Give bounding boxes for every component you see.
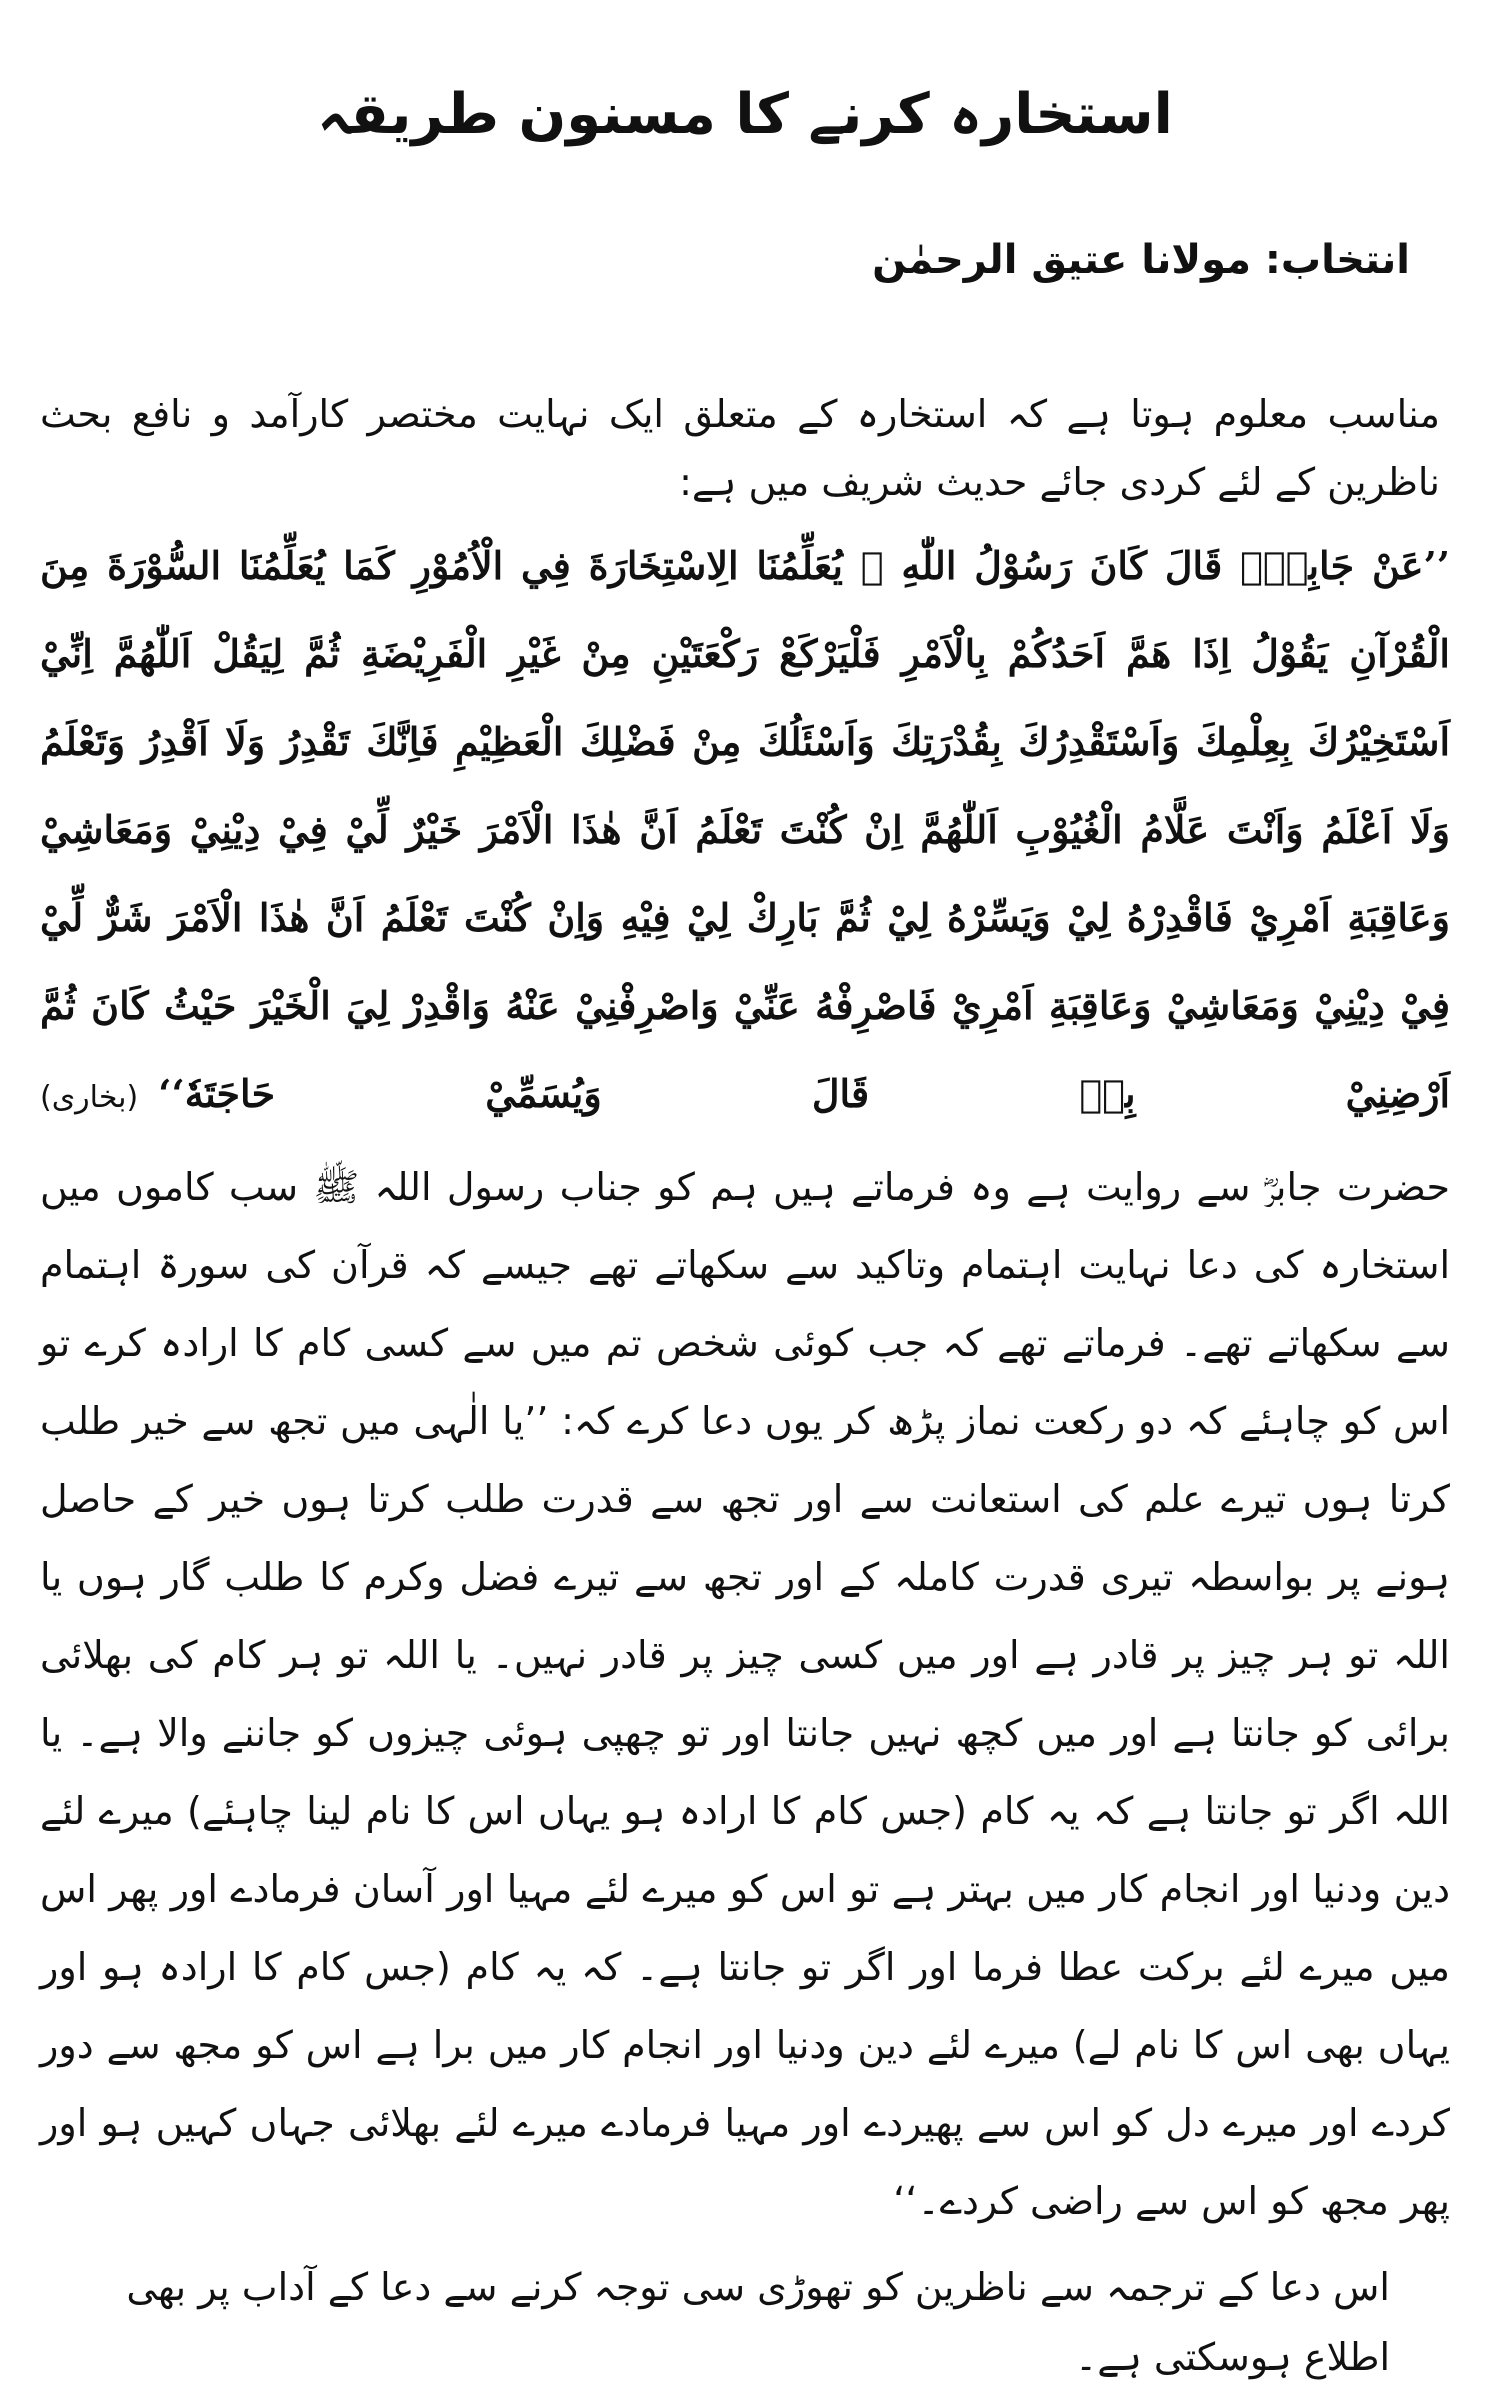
hadith-arabic-text [40, 522, 1450, 1142]
article-title: استخارہ کرنے کا مسنون طریقہ [317, 82, 1173, 147]
hadith-translation: حضرت جابرؓ سے روایت ہے وہ فرماتے ہیں ہم کو جناب رسول اللہ ﷺ سب کاموں میں استخارہ کی دعا نہایت اہتمام وتاکید سے سکھاتے تھے جیسے کہ قرآن کی سورۃ اہتمام سے سکھاتے تھے۔ فرماتے تھے کہ جب کوئی شخص تم میں سے کسی کام کا ارادہ کرے تو اس کو چاہئے کہ دو رکعت نماز پڑھ کر یوں دعا کرے کہ: ’’یا الٰہی میں تجھ سے خیر طلب کرتا ہوں تیرے علم کی استعانت سے اور تجھ سے قدرت طلب کرتا ہوں خیر کے حاصل ہونے پر بواسطہ تیری قدرت کاملہ کے اور تجھ سے تیرے فضل وکرم کا طلب گار ہوں یا اللہ تو ہر چیز پر قادر ہے اور میں کسی چیز پر قادر نہیں۔ یا اللہ تو ہر کام کی بھلائی برائی کو جانتا ہے اور میں کچھ نہیں جانتا اور تو چھپی ہوئی چیزوں کو جاننے والا ہے۔ یا اللہ اگر تو جانتا ہے کہ یہ کام (جس کام کا ارادہ ہو یہاں اس کا نام لینا چاہئے) میرے لئے دین ودنیا اور انجام کار میں بہتر ہے تو اس کو میرے لئے مہیا اور آسان فرمادے اور پھر اس میں میرے لئے برکت عطا فرما اور اگر تو جانتا ہے۔ کہ یہ کام (جس کام کا ارادہ ہو اور یہاں بھی اس کا نام لے) میرے لئے دین ودنیا اور انجام کار میں برا ہے اس کو مجھ سے دور کردے اور میرے دل کو اس سے پھیردے اور مہیا فرمادے میرے لئے بھلائی جہاں کہیں ہو اور پھر مجھ کو اس سے راضی کردے۔‘‘ [40, 1165, 1450, 2223]
closing-note: اس دعا کے ترجمہ سے ناظرین کو تھوڑی سی توجہ کرنے سے دعا کے آداب پر بھی اطلاع ہوسکتی ہے۔ [126, 2265, 1390, 2379]
hadith-arabic-body: ’’عَنْ جَابِرٍؓ قَالَ كَانَ رَسُوْلُ اللّٰهِ ﷺ يُعَلِّمُنَا الِاسْتِخَارَةَ فِي الْاُمُوْرِ كَمَا يُعَلِّمُنَا السُّوْرَةَ مِنَ الْقُرْآنِ يَقُوْلُ اِذَا هَمَّ اَحَدُكُمْ بِالْاَمْرِ فَلْيَرْكَعْ رَكْعَتَيْنِ مِنْ غَيْرِ الْفَرِيْضَةِ ثُمَّ لِيَقُلْ اَللّٰهُمَّ اِنِّيْ اَسْتَخِيْرُكَ بِعِلْمِكَ وَاَسْتَقْدِرُكَ بِقُدْرَتِكَ وَاَسْئَلُكَ مِنْ فَضْلِكَ الْعَظِيْمِ فَاِنَّكَ تَقْدِرُ وَلَا اَقْدِرُ وَتَعْلَمُ وَلَا اَعْلَمُ وَاَنْتَ عَلَّامُ الْغُيُوْبِ اَللّٰهُمَّ اِنْ كُنْتَ تَعْلَمُ اَنَّ هٰذَا الْاَمْرَ خَيْرٌ لِّيْ فِيْ دِيْنِيْ وَمَعَاشِيْ وَعَاقِبَةِ اَمْرِيْ فَاقْدِرْهُ لِيْ وَيَسِّرْهُ لِيْ ثُمَّ بَارِكْ لِيْ فِيْهِ وَاِنْ كُنْتَ تَعْلَمُ اَنَّ هٰذَا الْاَمْرَ شَرٌّ لِّيْ فِيْ دِيْنِيْ وَمَعَاشِيْ وَعَاقِبَةِ اَمْرِيْ فَاصْرِفْهُ عَنِّيْ وَاصْرِفْنِيْ عَنْهُ وَاقْدِرْ لِيَ الْخَيْرَ حَيْثُ كَانَ ثُمَّ اَرْضِنِيْ بِهٖ قَالَ وَيُسَمِّيْ حَاجَتَهٗ‘‘ [40, 543, 1450, 1116]
intro-paragraph: مناسب معلوم ہوتا ہے کہ استخارہ کے متعلق ایک نہایت مختصر کارآمد و نافع بحث ناظرین کے لئے کردی جائے حدیث شریف میں ہے: [40, 392, 1440, 504]
article [40, 30, 1450, 2379]
hadith-reference: (بخاری) [40, 1080, 139, 1115]
compiler-credit: انتخاب: مولانا عتیق الرحمٰن [872, 237, 1410, 283]
